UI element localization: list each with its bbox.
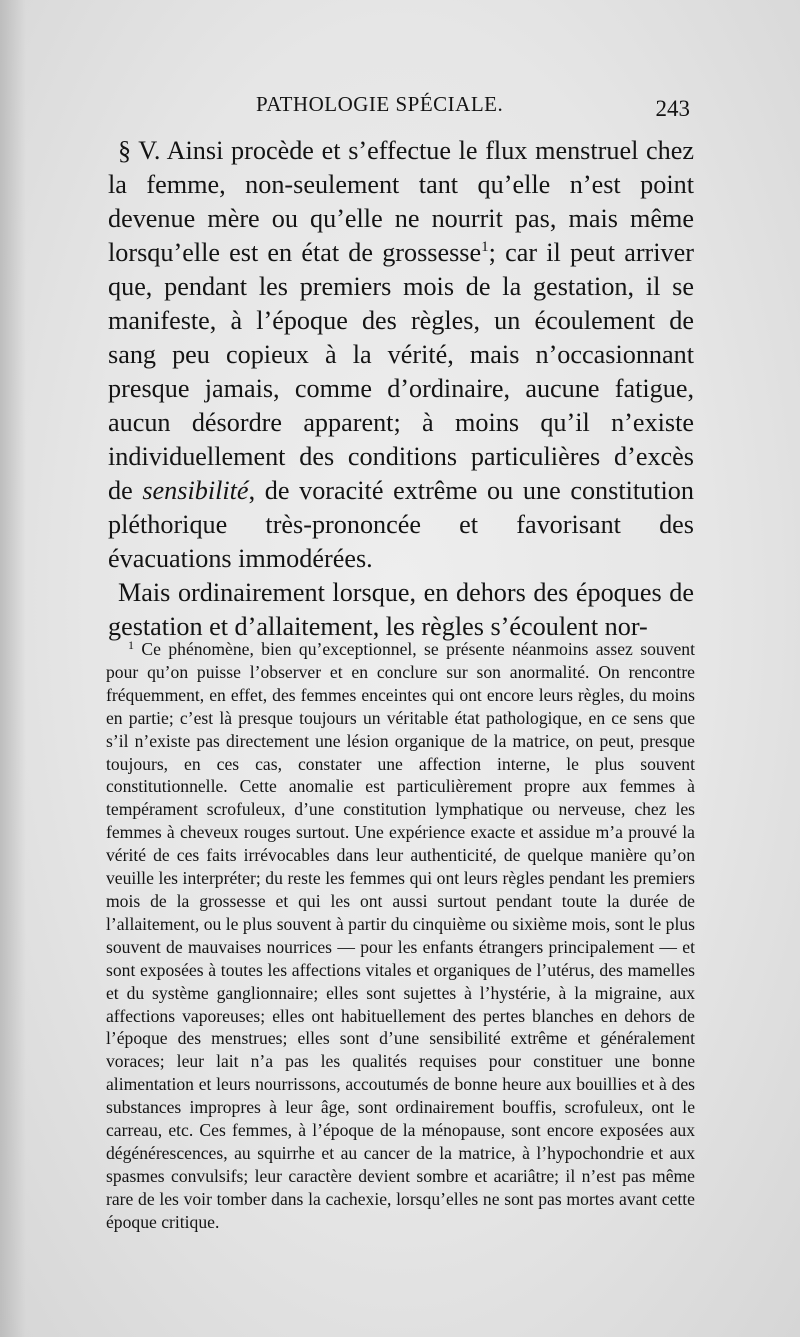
paragraph-1-text-cont: ; car il peut arriver que, pendant les premiers mois de la gestation, il se manifeste, à l’époque des règles, un écoulement de sang peu copieux à la vérité, mais n’occasionnant presque jamais, comme d’ordinaire, aucune fatigue, aucun désordre apparent; à moins qu’il n’existe individuellement des conditions particulières d’excès de [108, 238, 694, 505]
running-head: PATHOLOGIE SPÉCIALE. [256, 92, 504, 116]
paragraph-1 [108, 134, 694, 576]
page-header [108, 92, 690, 124]
paragraph-1-text: § V. Ainsi procède et s’effectue le flux menstruel chez la femme, non-seulement tant qu’elle n’est point devenue mère ou qu’elle ne nourrit pas, mais même lorsqu’elle est en état de grossesse [108, 136, 694, 267]
page-number: 243 [655, 96, 690, 121]
paragraph-1-text-end: , de voracité extrême ou une constitution pléthorique très-prononcée et favorisant des évacuations immodérées. [108, 476, 694, 573]
footnote-reference: 1 [481, 239, 489, 255]
footnote [106, 638, 695, 1234]
footnote-text: Ce phénomène, bien qu’exceptionnel, se présente néanmoins assez souvent pour qu’on puisse l’observer et en conclure sur son anormalité. On rencontre fréquemment, en effet, des femmes enceintes qui ont encore leurs règles, du moins en partie; c’est là presque toujours un véritable état pathologique, en ce sens que s’il n’existe pas directement une lésion organique de la matrice, on peut, presque toujours, en ces cas, constater une affection interne, le plus souvent constitutionnelle. Cette anomalie est particulièrement propre aux femmes à tempérament scrofuleux, d’une constitution lymphatique ou nerveuse, chez les femmes à cheveux rouges surtout. Une expérience exacte et assidue m’a prouvé la vérité de ces faits irrévocables dans leur authenticité, de quelque manière qu’on veuille les interpréter; du reste les femmes qui ont leurs règles pendant les premiers mois de la grossesse et qui les ont aussi surtout pendant toute la durée de l’allaitement, ou le plus souvent à partir du cinquième ou sixième mois, sont le plus souvent de mauvaises nourrices — pour les enfants étrangers principalement — et sont exposées à toutes les affections vitales et organiques de l’utérus, des mamelles et du système ganglionnaire; elles sont sujettes à l’hystérie, à la migraine, aux affections vaporeuses; elles ont habituellement des pertes blanches en dehors de l’époque des menstrues; elles sont d’une sensibilité extrême et généralement voraces; leur lait n’a pas les qualités requises pour constituer une bonne alimentation et leurs nourrissons, accoutumés de bonne heure aux bouillies et à des substances impropres à leur âge, sont ordinairement bouffis, scrofuleux, ont le carreau, etc. Ces femmes, à l’époque de la ménopause, sont encore exposées aux dégénérescences, au squirrhe et au cancer de la matrice, à l’hypochondrie et aux spasmes convulsifs; leur caractère devient sombre et acariâtre; il n’est pas même rare de les voir tomber dans la cachexie, lorsqu’elles ne sont pas mortes avant cette époque critique. [106, 639, 695, 1232]
paragraph-2: Mais ordinairement lorsque, en dehors des époques de gestation et d’allaitement, les règles s’écoulent nor- [108, 578, 694, 641]
footnote-marker: 1 [128, 638, 134, 652]
main-text [108, 134, 694, 644]
italic-term: sensibilité [142, 476, 249, 505]
